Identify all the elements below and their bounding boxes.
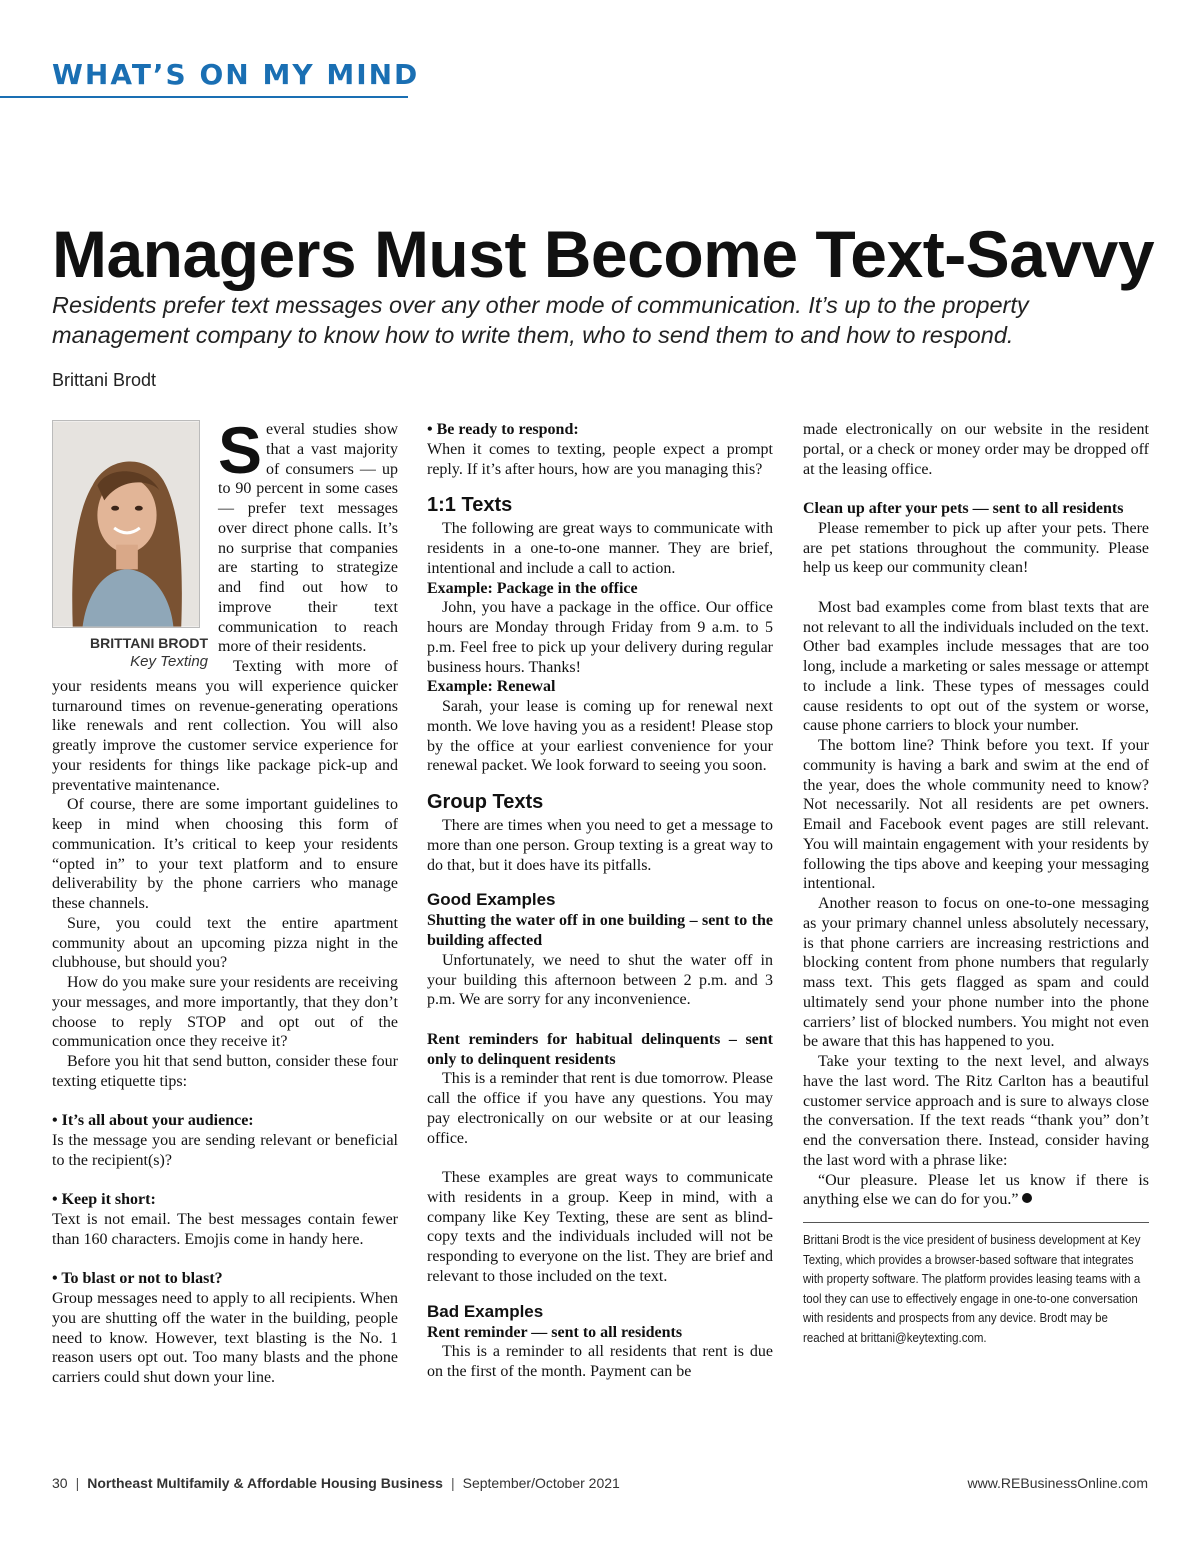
- byline: Brittani Brodt: [52, 370, 157, 390]
- tip-body: Group messages need to apply to all recipients. When you are shutting off the water in the building, people need to know. However, text blasting is the No. 1 reason users opt out. Too many blasts and the phone carriers could shut down your line.: [52, 1290, 398, 1386]
- bio-divider: [803, 1222, 1149, 1223]
- body-paragraph: Texting with more of your residents means you will experience quicker turnaround times on revenue-generating operations like renewals and rent collection. You will also greatly improve the customer service experience for your residents for things like package pick-up and preventative maintenance.: [52, 658, 398, 794]
- example-body: This is a reminder to all residents that rent is due on the first of the month. Payment can be: [427, 1343, 773, 1380]
- closing-quote: [803, 1171, 1149, 1211]
- author-photo-block: [52, 420, 208, 672]
- example-body: John, you have a package in the office. Our office hours are Monday through Friday from 9 a.m. to 5 p.m. Feel free to pick up your delivery during regular business hours. Thanks!: [427, 599, 773, 676]
- example-heading: Example: Package in the office: [427, 579, 638, 597]
- column-3: [803, 420, 1149, 1348]
- tip-heading: • Keep it short:: [52, 1191, 156, 1209]
- page-number: 30: [52, 1475, 68, 1491]
- example-heading: Shutting the water off in one building – sent to the building affected: [427, 912, 773, 949]
- example-body: This is a reminder that rent is due tomorrow. Please call the office if you have any questions. You may pay electronically on our website or at our leasing office.: [427, 1070, 773, 1147]
- intro-text: everal studies show that a vast majority of consumers — up to 90 percent in some cases — prefer text messages over direct phone calls. It’s no surprise that companies are starting to strategize and find out how to improve their text communication to reach more of their residents.: [218, 421, 398, 656]
- subhead-group-texts: Group Texts: [427, 791, 544, 813]
- tip-heading: • To blast or not to blast?: [52, 1270, 223, 1288]
- photo-caption-company: Key Texting: [130, 653, 208, 670]
- body-paragraph: The bottom line? Think before you text. If your community is having a bark and swim at the end of the year, does the whole community need to know? Not necessarily. Not all residents are pet owners. Email and Facebook event pages are still relevant. You will maintain engagement with your residents by following the tips above and keeping your messaging intentional.: [803, 737, 1149, 893]
- closing-quote-text: “Our pleasure. Please let us know if there is anything else we can do for you.”: [803, 1171, 1149, 1209]
- body-paragraph: These examples are great ways to communicate with residents in a group. Keep in mind, with a company like Key Texting, these are sent as blind-copy texts and the individuals included will not be responding to everyone on the list. They are brief and relevant to those included on the text.: [427, 1169, 773, 1285]
- example-heading: Example: Renewal: [427, 678, 556, 696]
- tip-body: Is the message you are sending relevant or beneficial to the recipient(s)?: [52, 1132, 398, 1169]
- body-paragraph: There are times when you need to get a message to more than one person. Group texting is a great way to do that, but it does have its pitfalls.: [427, 817, 773, 874]
- headline: Managers Must Become Text-Savvy: [52, 217, 1155, 291]
- section-rule: [0, 96, 408, 98]
- footer-separator: |: [450, 1475, 455, 1491]
- body-paragraph: Before you hit that send button, consider these four texting etiquette tips:: [52, 1053, 398, 1090]
- tip-heading: • Be ready to respond:: [427, 421, 579, 438]
- footer-left: [52, 1475, 620, 1491]
- tip-body: When it comes to texting, people expect a prompt reply. If it’s after hours, how are you managing this?: [427, 440, 773, 478]
- subhead-bad-examples: Bad Examples: [427, 1301, 544, 1321]
- tip-heading: • It’s all about your audience:: [52, 1112, 254, 1130]
- example-body: Please remember to pick up after your pets. There are pet stations throughout the community. Please help us keep our community clean!: [803, 519, 1149, 577]
- example-heading: Rent reminders for habitual delinquents – sent only to delinquent residents: [427, 1030, 773, 1068]
- example-body: Unfortunately, we need to shut the water off in your building this afternoon between 2 p.m. and 3 p.m. We are sorry for any inconvenience.: [427, 951, 773, 1009]
- body-paragraph: How do you make sure your residents are receiving your messages, and more importantly, that they don’t choose to reply STOP and opt out of the communication once they receive it?: [52, 974, 398, 1051]
- author-bio: Brittani Brodt is the vice president of business development at Key Texting, which provides a browser-based software that integrates with property software. The platform provides leasing teams with a tool they can use to effectively engage in one-to-one conversation with residents and prospects from any device. Brodt may be reached at brittani@keytexting.com.: [803, 1233, 1141, 1345]
- issue-date: September/October 2021: [462, 1475, 620, 1491]
- deck: Residents prefer text messages over any other mode of communication. It’s up to the property management company to know how to write them, who to send them to and how to respond.: [52, 292, 1029, 348]
- body-paragraph: Another reason to focus on one-to-one messaging as your primary channel unless absolutely necessary, is that phone carriers are increasing restrictions and blocking content from phone numbers that regularly mass text. This gets flagged as spam and could ultimately send your phone number into the phone carriers’ list of blocked numbers. You might not even be aware that this has happened to you.: [803, 895, 1149, 1051]
- end-mark-icon: [1022, 1193, 1032, 1203]
- body-paragraph: made electronically on our website in the resident portal, or a check or money order may be dropped off at the leasing office.: [803, 421, 1149, 478]
- subhead-one-to-one: 1:1 Texts: [427, 494, 513, 517]
- column-2: [427, 420, 773, 1382]
- section-label: WHAT’S ON MY MIND: [52, 58, 420, 91]
- tip-body: Text is not email. The best messages contain fewer than 160 characters. Emojis come in handy here.: [52, 1211, 398, 1248]
- body-paragraph: Of course, there are some important guidelines to keep in mind when choosing this form of communication. It’s critical to keep your residents “opted in” to your text platform and to ensure deliverability by the phone carriers who manage these channels.: [52, 796, 398, 912]
- body-paragraph: Most bad examples come from blast texts that are not relevant to all the individuals included on the text. Other bad examples include messages that are too long, include a marketing or sales message or attempt to include a link. These types of messages could cause residents to opt out of the system or worse, cause phone carriers to block your number.: [803, 598, 1149, 735]
- author-photo: [52, 420, 200, 628]
- example-heading: Rent reminder — sent to all residents: [427, 1323, 683, 1341]
- website-url[interactable]: www.REBusinessOnline.com: [967, 1475, 1148, 1491]
- example-heading: Clean up after your pets — sent to all residents: [803, 500, 1124, 517]
- photo-caption-name: BRITTANI BRODT: [90, 635, 208, 651]
- publication-name: Northeast Multifamily & Affordable Housing Business: [87, 1475, 443, 1491]
- footer-separator: |: [75, 1475, 80, 1491]
- body-paragraph: Sure, you could text the entire apartment community about an upcoming pizza night in the clubhouse, but should you?: [52, 914, 398, 972]
- column-1: [52, 413, 398, 1388]
- body-paragraph: The following are great ways to communicate with residents in a one-to-one manner. They are brief, intentional and include a call to action.: [427, 520, 773, 577]
- drop-cap: S: [218, 413, 263, 487]
- example-body: Sarah, your lease is coming up for renewal next month. We love having you as a resident! Please stop by the office at your earliest convenience for your renewal packet. We look forward to seeing you soon.: [427, 698, 773, 775]
- body-paragraph: Take your texting to the next level, and always have the last word. The Ritz Carlton has a beautiful customer service approach and is sure to always close the conversation. If the text reads “thank you” don’t end the conversation there. Instead, consider having the last word with a phrase like:: [803, 1053, 1149, 1169]
- subhead-good-examples: Good Examples: [427, 890, 556, 910]
